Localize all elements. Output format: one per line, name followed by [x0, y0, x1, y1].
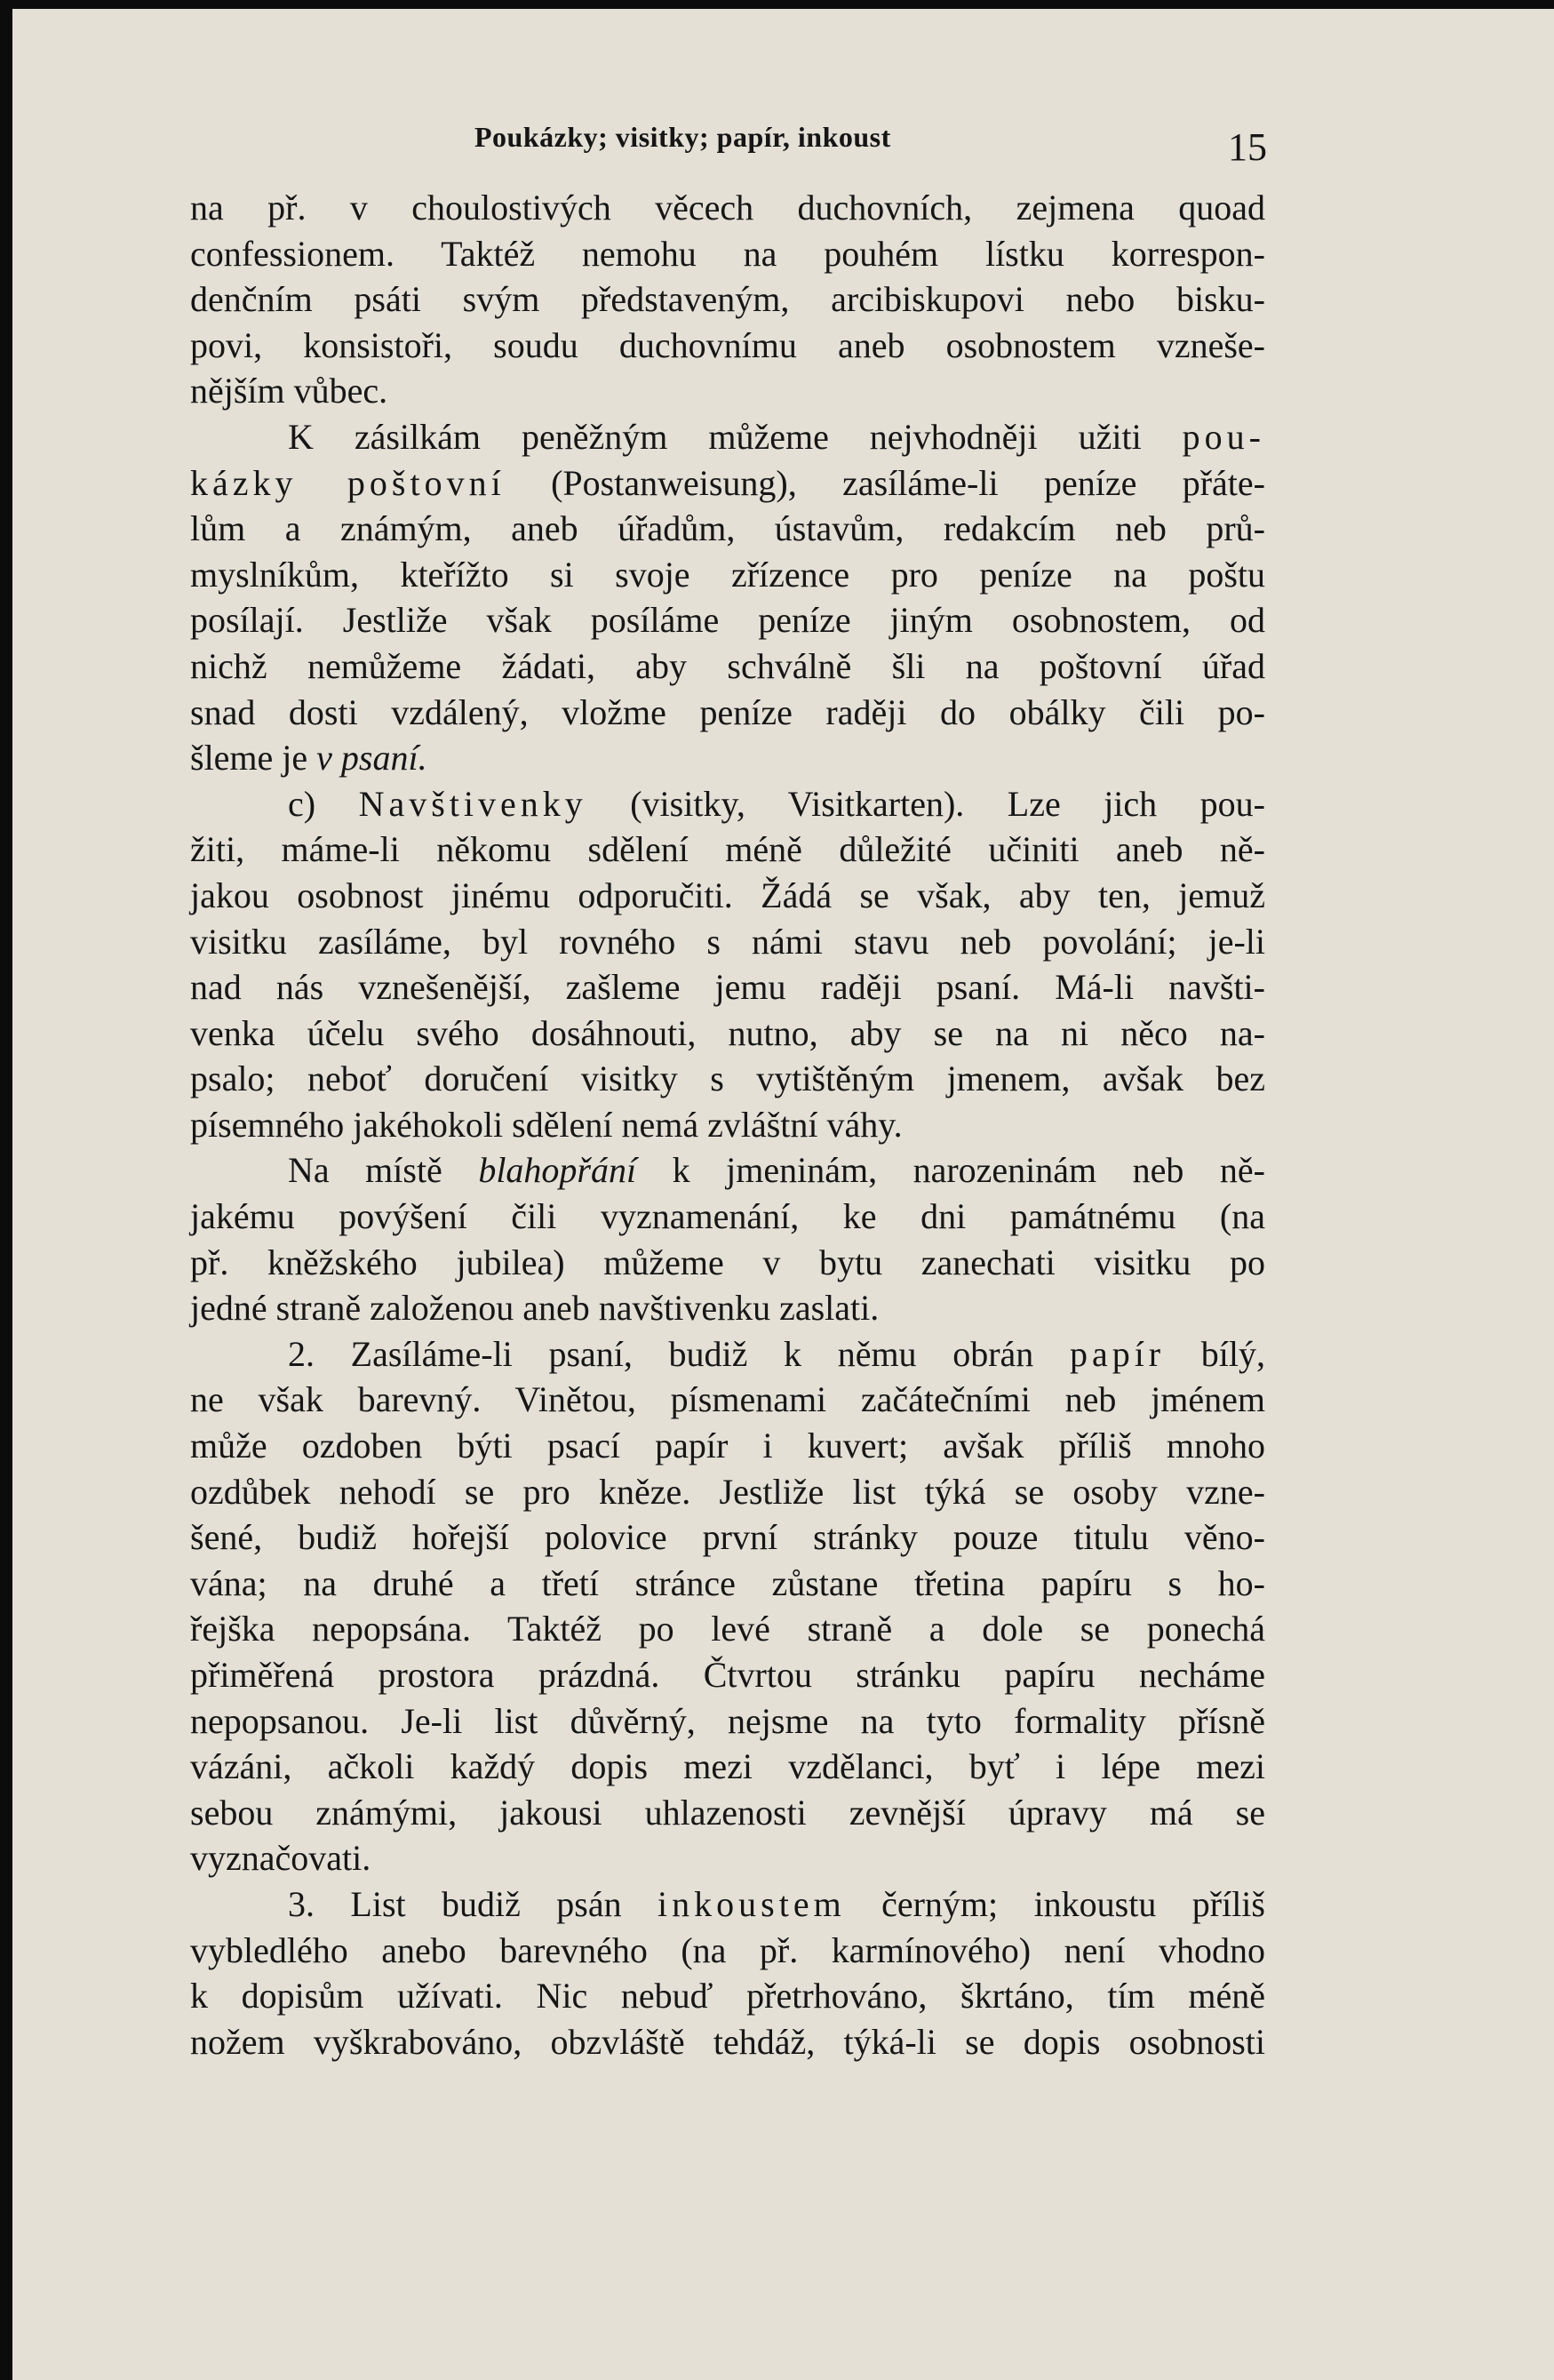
text-line: Na místě blahopřání k jmeninám, narozeninám neb ně- — [288, 1150, 1265, 1191]
term-emphasis: Navštivenky — [358, 783, 587, 824]
term-emphasis: kázky poštovní — [190, 462, 506, 503]
text-line: přiměřená prostora prázdná. Čtvrtou stránku papíru necháme — [190, 1655, 1265, 1695]
text-line: jakou osobnost jinému odporučiti. Žádá se však, aby ten, jemuž — [190, 875, 1265, 915]
text-line: snad dosti vzdálený, vložme peníze raději do obálky čili po- — [190, 691, 1265, 732]
text-line: nepopsanou. Je-li list důvěrný, nejsme na tyto formality přísně — [190, 1700, 1265, 1741]
text-line: šené, budiž hořejší polovice první stránky pouze titulu věno- — [190, 1517, 1265, 1558]
text-line: vána; na druhé a třetí stránce zůstane třetina papíru s ho- — [190, 1562, 1265, 1603]
text-line: ozdůbek nehodí se pro kněze. Jestliže list týká se osoby vzne- — [190, 1471, 1265, 1512]
text-line: sebou známými, jakousi uhlazenosti zevnější úpravy má se — [190, 1792, 1265, 1833]
book-page — [12, 9, 1554, 2380]
text-line: K zásilkám peněžným můžeme nejvhodněji užiti pou- — [288, 416, 1265, 457]
text-line: myslníkům, kteřížto si svoje zřízence pro peníze na poštu — [190, 554, 1265, 595]
body-text — [190, 185, 1265, 2065]
text-line: ne však barevný. Vinětou, písmenami začátečními neb jménem — [190, 1379, 1265, 1420]
text-line: na př. v choulostivých věcech duchovních, zejmena quoad — [190, 188, 1265, 228]
text-line: nějším vůbec. — [190, 371, 388, 411]
text-line: vybledlého anebo barevného (na př. karmínového) není vhodno — [190, 1929, 1265, 1970]
scan-top-edge — [0, 0, 1554, 9]
text-line: 2. Zasíláme-li psaní, budiž k němu obrán papír bílý, — [288, 1333, 1265, 1374]
text-line: denčním psáti svým představeným, arcibiskupovi nebo bisku- — [190, 279, 1265, 320]
text-line: šleme je v psaní. — [190, 738, 427, 779]
text-line: př. kněžského jubilea) můžeme v bytu zanechati visitku po — [190, 1242, 1265, 1282]
text-line: nichž nemůžeme žádati, aby schválně šli na poštovní úřad — [190, 645, 1265, 686]
text-line: jakému povýšení čili vyznamenání, ke dni památnému (na — [190, 1196, 1265, 1237]
text-line: psalo; neboť doručení visitky s vytištěným jmenem, avšak bez — [190, 1058, 1265, 1099]
italic-emphasis: v psaní. — [316, 738, 427, 779]
text-line: 3. List budiž psán inkoustem černým; inkoustu příliš — [288, 1883, 1265, 1924]
text-line: povi, konsistoři, soudu duchovnímu aneb osobnostem vzneše- — [190, 324, 1265, 365]
text-line: kázky poštovní (Postanweisung), zasíláme-li peníze přáte- — [190, 462, 1265, 503]
text-line: žiti, máme-li někomu sdělení méně důležité učiniti aneb ně- — [190, 829, 1265, 870]
text-line: může ozdoben býti psací papír i kuvert; avšak příliš mnoho — [190, 1426, 1265, 1466]
text-line: nad nás vznešenější, zašleme jemu raději psaní. Má-li navšti- — [190, 967, 1265, 1008]
term-emphasis: papír — [1069, 1333, 1166, 1374]
text-line: c) Navštivenky (visitky, Visitkarten). Lze jich pou- — [288, 783, 1265, 824]
text-line: vázáni, ačkoli každý dopis mezi vzdělanci, byť i lépe mezi — [190, 1746, 1265, 1787]
term-emphasis: inkoustem — [657, 1883, 846, 1924]
text-line: písemného jakéhokoli sdělení nemá zvláštní váhy. — [190, 1104, 903, 1145]
text-line: confessionem. Taktéž nemohu na pouhém lístku korrespon- — [190, 233, 1265, 274]
text-line: visitku zasíláme, byl rovného s námi stavu neb povolání; je-li — [190, 921, 1265, 962]
text-line: nožem vyškrabováno, obzvláště tehdáž, týká-li se dopis osobnosti — [190, 2021, 1265, 2062]
scan-left-edge — [0, 0, 12, 2380]
text-line: jedné straně založenou aneb navštivenku zaslati. — [190, 1288, 880, 1329]
italic-emphasis: blahopřání — [478, 1150, 637, 1191]
text-line: lům a známým, aneb úřadům, ústavům, redakcím neb prů- — [190, 508, 1265, 549]
text-line: k dopisům užívati. Nic nebuď přetrhováno, škrtáno, tím méně — [190, 1976, 1265, 2017]
text-line: posílají. Jestliže však posíláme peníze jiným osobnostem, od — [190, 600, 1265, 641]
text-line: řejška nepopsána. Taktéž po levé straně a dole se ponechá — [190, 1609, 1265, 1649]
text-line: venka účelu svého dosáhnouti, nutno, aby se na ni něco na- — [190, 1012, 1265, 1053]
text-line: vyznačovati. — [190, 1838, 371, 1879]
page-number: 15 — [1228, 125, 1267, 169]
running-header: Poukázky; visitky; papír, inkoust — [474, 121, 891, 153]
